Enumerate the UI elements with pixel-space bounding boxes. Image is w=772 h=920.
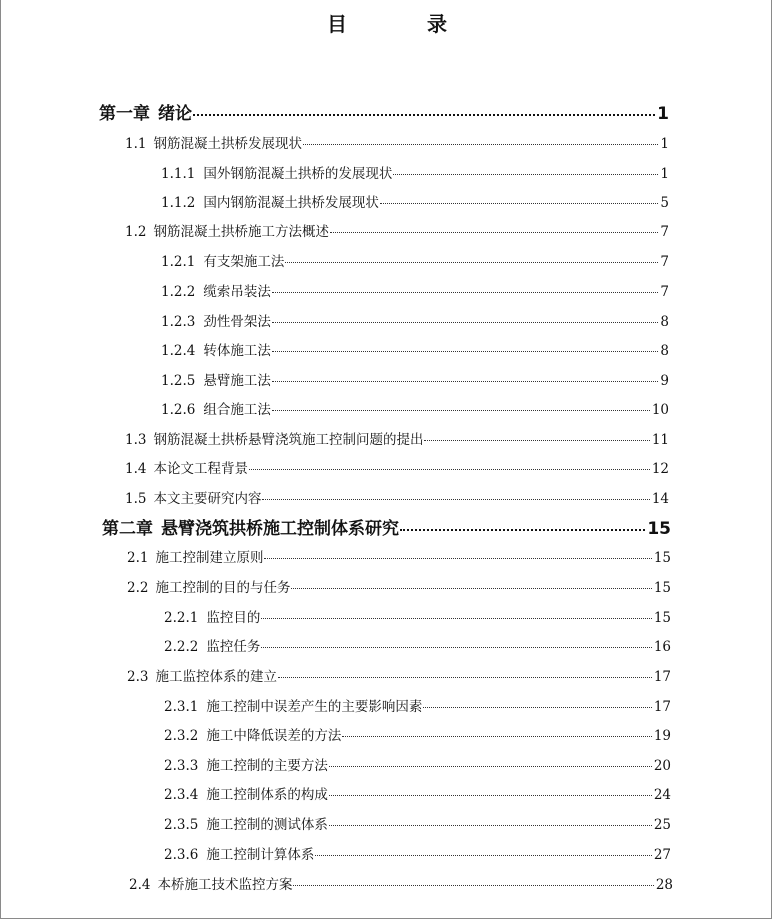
toc-dot-leader <box>330 231 658 233</box>
toc-entry-title: 绪论 <box>158 104 192 124</box>
toc-dot-leader <box>303 143 658 145</box>
toc-entry-number: 2.3.6 <box>164 847 199 863</box>
toc-entry-title: 施工控制的主要方法 <box>206 758 328 774</box>
toc-entry-number: 1.2.2 <box>161 284 196 300</box>
toc-dot-leader <box>291 587 651 589</box>
toc-entry-number: 1.2.1 <box>161 254 196 270</box>
toc-entry-number: 2.4 <box>129 877 151 893</box>
toc-page-number: 9 <box>660 373 669 389</box>
toc-entry-title: 施工控制计算体系 <box>206 847 315 863</box>
toc-dot-leader <box>261 646 651 648</box>
toc-page-number: 14 <box>651 491 669 507</box>
toc-entry-title: 施工监控体系的建立 <box>155 669 277 685</box>
toc-dot-leader <box>393 173 658 175</box>
toc-dot-leader <box>264 557 651 559</box>
toc-dot-leader <box>249 468 650 470</box>
toc-subsection-entry[interactable] <box>164 813 671 833</box>
toc-entry-title: 缆索吊装法 <box>203 284 271 300</box>
toc-entry-title: 钢筋混凝土拱桥发展现状 <box>153 136 302 152</box>
toc-page-number: 28 <box>655 877 673 893</box>
toc-dot-leader <box>272 291 659 293</box>
toc-entry-title: 本文主要研究内容 <box>153 491 262 507</box>
page-title: 目 录 <box>327 12 477 36</box>
toc-entry-number: 第一章 <box>99 104 150 124</box>
toc-dot-leader <box>315 854 651 856</box>
toc-entry-number: 1.4 <box>125 461 147 477</box>
toc-entry-number: 1.2.3 <box>161 314 196 330</box>
toc-entry-number: 2.2 <box>127 580 149 596</box>
toc-dot-leader <box>380 202 659 204</box>
toc-section-entry[interactable] <box>125 428 669 448</box>
toc-entry-title: 钢筋混凝土拱桥施工方法概述 <box>153 224 329 240</box>
toc-entry-title: 劲性骨架法 <box>203 314 271 330</box>
toc-section-entry[interactable] <box>125 487 669 507</box>
toc-chapter-entry[interactable] <box>99 99 669 124</box>
toc-dot-leader <box>272 350 659 352</box>
toc-section-entry[interactable] <box>127 576 671 596</box>
toc-subsection-entry[interactable] <box>164 843 671 863</box>
toc-dot-leader <box>342 735 651 737</box>
toc-subsection-entry[interactable] <box>164 635 671 655</box>
toc-page-number: 15 <box>653 550 671 566</box>
toc-page-number: 15 <box>653 580 671 596</box>
toc-subsection-entry[interactable] <box>161 162 669 182</box>
toc-page-number: 19 <box>653 728 671 744</box>
toc-subsection-entry[interactable] <box>164 724 671 744</box>
toc-page-number: 8 <box>660 314 669 330</box>
toc-entry-number: 1.3 <box>125 432 147 448</box>
toc-subsection-entry[interactable] <box>164 695 671 715</box>
toc-page-number: 17 <box>653 699 671 715</box>
toc-entry-title: 施工中降低误差的方法 <box>206 728 342 744</box>
toc-page-number: 10 <box>651 402 669 418</box>
toc-entry-number: 2.3.5 <box>164 817 199 833</box>
toc-entry-title: 本桥施工技术监控方案 <box>157 877 293 893</box>
toc-page-number: 17 <box>653 669 671 685</box>
toc-page-number: 1 <box>660 136 669 152</box>
toc-entry-number: 2.3.1 <box>164 699 199 715</box>
toc-entry-number: 1.2.6 <box>161 402 196 418</box>
toc-subsection-entry[interactable] <box>161 398 669 418</box>
toc-dot-leader <box>193 113 655 116</box>
toc-page-number: 1 <box>660 166 669 182</box>
toc-page-number: 15 <box>647 519 671 539</box>
toc-dot-leader <box>272 380 659 382</box>
toc-dot-leader <box>261 617 651 619</box>
toc-page-number: 15 <box>653 610 671 626</box>
toc-subsection-entry[interactable] <box>161 280 669 300</box>
toc-dot-leader <box>285 261 658 263</box>
toc-entry-number: 2.3.4 <box>164 787 199 803</box>
toc-subsection-entry[interactable] <box>161 369 669 389</box>
toc-subsection-entry[interactable] <box>161 191 669 211</box>
toc-entry-title: 国内钢筋混凝土拱桥发展现状 <box>203 195 379 211</box>
toc-dot-leader <box>424 439 649 441</box>
toc-entry-title: 国外钢筋混凝土拱桥的发展现状 <box>203 166 393 182</box>
toc-subsection-entry[interactable] <box>164 754 671 774</box>
toc-entry-title: 悬臂浇筑拱桥施工控制体系研究 <box>161 519 399 539</box>
toc-dot-leader <box>400 528 645 531</box>
toc-section-entry[interactable] <box>129 873 673 893</box>
toc-entry-number: 2.3.2 <box>164 728 199 744</box>
toc-page-number: 1 <box>657 104 669 124</box>
toc-entry-title: 施工控制的目的与任务 <box>155 580 291 596</box>
toc-entry-title: 监控任务 <box>206 639 261 655</box>
toc-page-number: 25 <box>653 817 671 833</box>
toc-section-entry[interactable] <box>125 220 669 240</box>
toc-entry-number: 1.1.1 <box>161 166 196 182</box>
toc-page-number: 11 <box>651 432 669 448</box>
toc-entry-title: 监控目的 <box>206 610 261 626</box>
toc-subsection-entry[interactable] <box>161 339 669 359</box>
toc-dot-leader <box>329 794 652 796</box>
toc-entry-number: 1.2.4 <box>161 343 196 359</box>
toc-entry-title: 施工控制的测试体系 <box>206 817 328 833</box>
toc-dot-leader <box>293 884 653 886</box>
toc-subsection-entry[interactable] <box>161 250 669 270</box>
toc-entry-title: 有支架施工法 <box>203 254 285 270</box>
toc-entry-number: 第二章 <box>102 519 153 539</box>
toc-dot-leader <box>423 706 651 708</box>
toc-entry-number: 2.2.1 <box>164 610 199 626</box>
toc-entry-number: 1.1.2 <box>161 195 196 211</box>
toc-dot-leader <box>329 824 652 826</box>
toc-page-number: 7 <box>660 254 669 270</box>
toc-section-entry[interactable] <box>125 132 669 152</box>
toc-section-entry[interactable] <box>127 546 671 566</box>
toc-page-number: 20 <box>653 758 671 774</box>
toc-section-entry[interactable] <box>125 457 669 477</box>
toc-entry-number: 2.2.2 <box>164 639 199 655</box>
toc-subsection-entry[interactable] <box>164 783 671 803</box>
toc-page-number: 7 <box>660 284 669 300</box>
toc-entry-number: 2.1 <box>127 550 149 566</box>
toc-dot-leader <box>262 498 649 500</box>
toc-entry-number: 1.1 <box>125 136 147 152</box>
toc-entry-number: 2.3 <box>127 669 149 685</box>
toc-subsection-entry[interactable] <box>164 606 671 626</box>
toc-entry-title: 转体施工法 <box>203 343 271 359</box>
toc-dot-leader <box>329 765 652 767</box>
toc-chapter-entry[interactable] <box>102 514 671 539</box>
toc-entry-number: 1.5 <box>125 491 147 507</box>
toc-subsection-entry[interactable] <box>161 310 669 330</box>
toc-page-number: 27 <box>653 847 671 863</box>
toc-entry-number: 1.2.5 <box>161 373 196 389</box>
toc-entry-title: 施工控制中误差产生的主要影响因素 <box>206 699 423 715</box>
toc-dot-leader <box>272 321 659 323</box>
toc-entry-number: 1.2 <box>125 224 147 240</box>
toc-entry-title: 组合施工法 <box>203 402 271 418</box>
toc-entry-title: 本论文工程背景 <box>153 461 248 477</box>
toc-section-entry[interactable] <box>127 665 671 685</box>
toc-page-number: 24 <box>653 787 671 803</box>
toc-entry-number: 2.3.3 <box>164 758 199 774</box>
toc-entry-title: 钢筋混凝土拱桥悬臂浇筑施工控制问题的提出 <box>153 432 424 448</box>
toc-page-number: 8 <box>660 343 669 359</box>
toc-dot-leader <box>278 676 652 678</box>
toc-entry-title: 施工控制体系的构成 <box>206 787 328 803</box>
toc-page-number: 12 <box>651 461 669 477</box>
toc-page-number: 16 <box>653 639 671 655</box>
toc-dot-leader <box>272 409 650 411</box>
toc-entry-title: 悬臂施工法 <box>203 373 271 389</box>
toc-page-number: 7 <box>660 224 669 240</box>
toc-entry-title: 施工控制建立原则 <box>155 550 264 566</box>
toc-page-number: 5 <box>660 195 669 211</box>
